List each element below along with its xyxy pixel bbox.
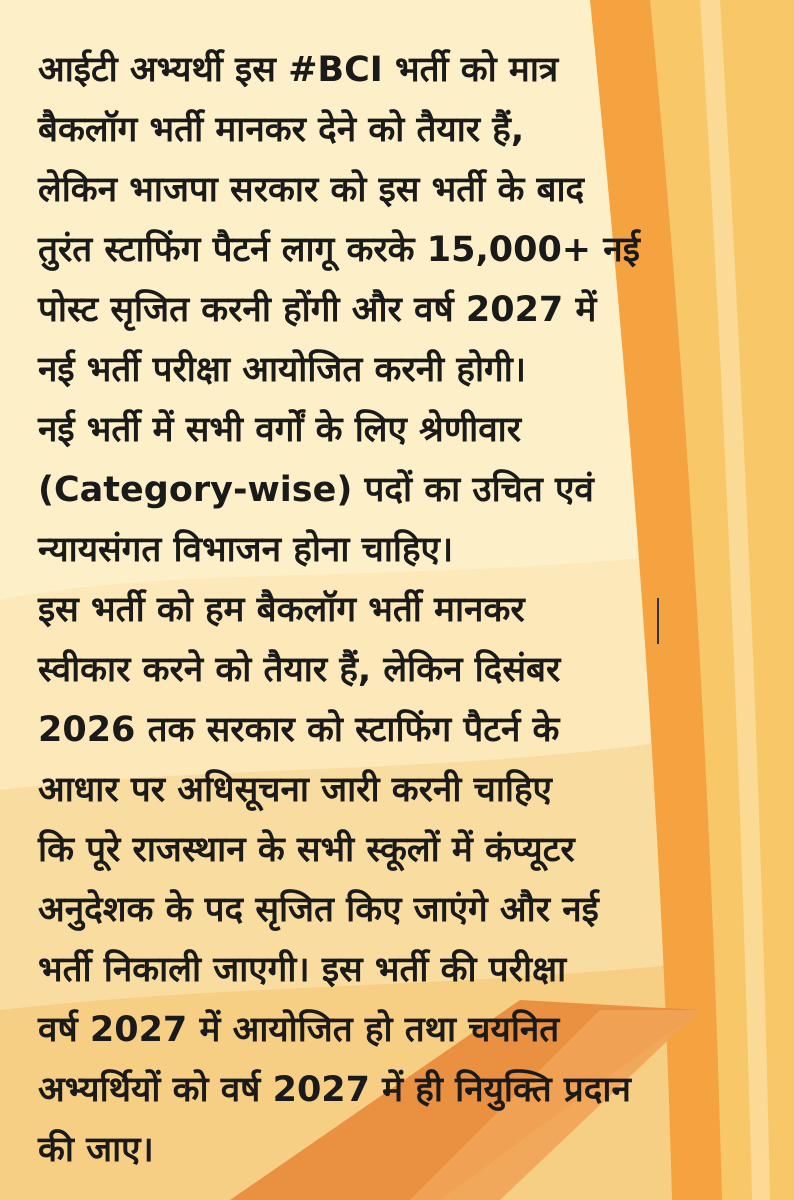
text-line: बैकलॉग भर्ती मानकर देने को तैयार हैं, bbox=[38, 110, 525, 150]
text-line: नई भर्ती में सभी वर्गों के लिए श्रेणीवार bbox=[38, 410, 522, 450]
text-line: लेकिन भाजपा सरकार को इस भर्ती के बाद bbox=[38, 170, 585, 210]
text-line: भर्ती निकाली जाएगी। इस भर्ती की परीक्षा bbox=[38, 950, 567, 990]
text-cursor bbox=[657, 598, 659, 644]
text-line: आईटी अभ्यर्थी इस #BCI भर्ती को मात्र bbox=[38, 50, 559, 90]
text-line: (Category-wise) पदों का उचित एवं bbox=[38, 470, 594, 510]
text-line: नई भर्ती परीक्षा आयोजित करनी होगी। bbox=[38, 350, 527, 390]
text-line: न्यायसंगत विभाजन होना चाहिए। bbox=[38, 530, 454, 570]
text-line: पोस्ट सृजित करनी होंगी और वर्ष 2027 में bbox=[38, 290, 597, 330]
text-line: तुरंत स्टाफिंग पैटर्न लागू करके 15,000+ नई bbox=[38, 230, 640, 270]
text-line: 2026 तक सरकार को स्टाफिंग पैटर्न के bbox=[38, 710, 560, 750]
text-line: की जाए। bbox=[38, 1130, 154, 1170]
text-line: अनुदेशक के पद सृजित किए जाएंगे और नई bbox=[38, 890, 599, 930]
text-line: आधार पर अधिसूचना जारी करनी चाहिए bbox=[38, 770, 552, 810]
text-line: इस भर्ती को हम बैकलॉग भर्ती मानकर bbox=[38, 590, 525, 630]
text-line: स्वीकार करने को तैयार हैं, लेकिन दिसंबर bbox=[38, 650, 561, 690]
text-line: अभ्यर्थियों को वर्ष 2027 में ही नियुक्ति प्रदान bbox=[38, 1070, 631, 1110]
text-line: कि पूरे राजस्थान के सभी स्कूलों में कंप्यूटर bbox=[38, 830, 575, 870]
text-line: वर्ष 2027 में आयोजित हो तथा चयनित bbox=[38, 1010, 560, 1050]
